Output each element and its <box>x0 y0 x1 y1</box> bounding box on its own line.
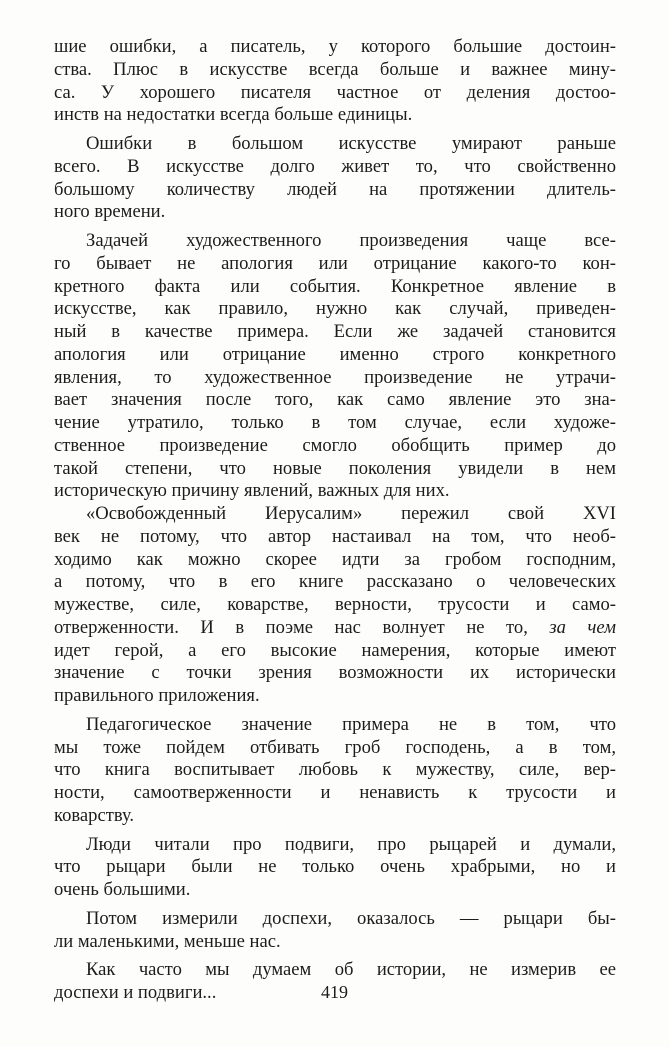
text-line: чение утратило, только в том случае, если художе- <box>54 412 616 433</box>
text-line: а потому, что в его книге рассказано о человеческих <box>54 571 616 593</box>
text-line: го бывает не апология или отрицание какого-то кон- <box>54 252 616 274</box>
text-line: век не потому, что автор настаивал на том, что необ- <box>54 525 616 547</box>
text-line: ходимо как можно скорее идти за гробом господним, <box>54 548 616 570</box>
text-line: что книга воспитывает любовь к мужеству, силе, вер- <box>54 759 616 781</box>
text-line: очень большими. <box>54 879 191 900</box>
text-line: шие ошибки, а писатель, у которого большие достоин- <box>54 36 616 57</box>
text-line: Как часто мы думаем об истории, не измерив ее <box>86 959 616 981</box>
text-line: ного времени. <box>54 201 166 223</box>
text-line: «Освобожденный Иерусалим» пережил свой XVI <box>86 503 616 524</box>
text-line: ности, самоотверженности и ненависть к трусости и <box>54 782 616 803</box>
text-line: Потом измерили доспехи, оказалось — рыцари бы- <box>86 907 616 929</box>
text-line: мужестве, силе, коварстве, верности, трусости и само- <box>54 594 616 615</box>
text-line: такой степени, что новые поколения увидели в нем <box>54 457 616 479</box>
text-line: явления, то художественное произведение не утрачи- <box>54 366 616 388</box>
text-line: апология или отрицание именно строго конкретного <box>54 343 616 365</box>
paragraph-7 <box>54 908 616 954</box>
text-line: са. У хорошего писателя частное от деления достоо- <box>54 81 616 103</box>
text-line: идет герой, а его высокие намерения, которые имеют <box>54 639 616 661</box>
italic-phrase: за чем <box>549 616 616 638</box>
text-line: правильного приложения. <box>54 685 260 706</box>
text-line: значение с точки зрения возможности их исторически <box>54 662 616 684</box>
text-line: всего. В искусстве долго живет то, что свойственно <box>54 155 616 177</box>
text-line: историческую причину явлений, важных для них. <box>54 480 450 502</box>
text-line: ства. Плюс в искусстве всегда больше и важнее мину- <box>54 58 616 80</box>
text-line: инств на недостатки всегда больше единицы. <box>54 104 413 126</box>
text-line-with-italic: отверженности. И в поэме нас волнует не то, за чем <box>54 616 616 638</box>
text-line: доспехи и подвиги... <box>54 982 217 1003</box>
paragraph-4 <box>54 503 616 708</box>
page-number: 419 <box>321 982 348 1002</box>
text-line: искусстве, как правило, нужно как случай, приведен- <box>54 298 616 320</box>
text-line: Задачей художественного произведения чаще все- <box>86 230 616 251</box>
text-line: кретного факта или события. Конкретное явление в <box>54 275 616 297</box>
paragraph-3 <box>54 230 616 503</box>
paragraph-6 <box>54 834 616 902</box>
text-line: Люди читали про подвиги, про рыцарей и думали, <box>86 833 616 855</box>
paragraph-5 <box>54 714 616 828</box>
text-line: что рыцари были не только очень храбрыми, но и <box>54 856 616 878</box>
text-line: Педагогическое значение примера не в том, что <box>86 713 616 735</box>
text-line: ли маленькими, меньше нас. <box>54 930 281 952</box>
text-line: Ошибки в большом искусстве умирают раньше <box>86 133 616 154</box>
text-line: коварству. <box>54 804 135 826</box>
paragraph-2 <box>54 133 616 224</box>
paragraph-1 <box>54 36 616 127</box>
text-line: ный в качестве примера. Если же задачей становится <box>54 321 616 342</box>
text-line: большому количеству людей на протяжении длитель- <box>54 178 616 200</box>
text-line: вает значения после того, как само явление это зна- <box>54 389 616 411</box>
text-line: мы тоже пойдем отбивать гроб господень, а в том, <box>54 736 616 758</box>
text-line: ственное произведение смогло обобщить пример до <box>54 434 616 456</box>
page-text <box>54 36 616 1005</box>
